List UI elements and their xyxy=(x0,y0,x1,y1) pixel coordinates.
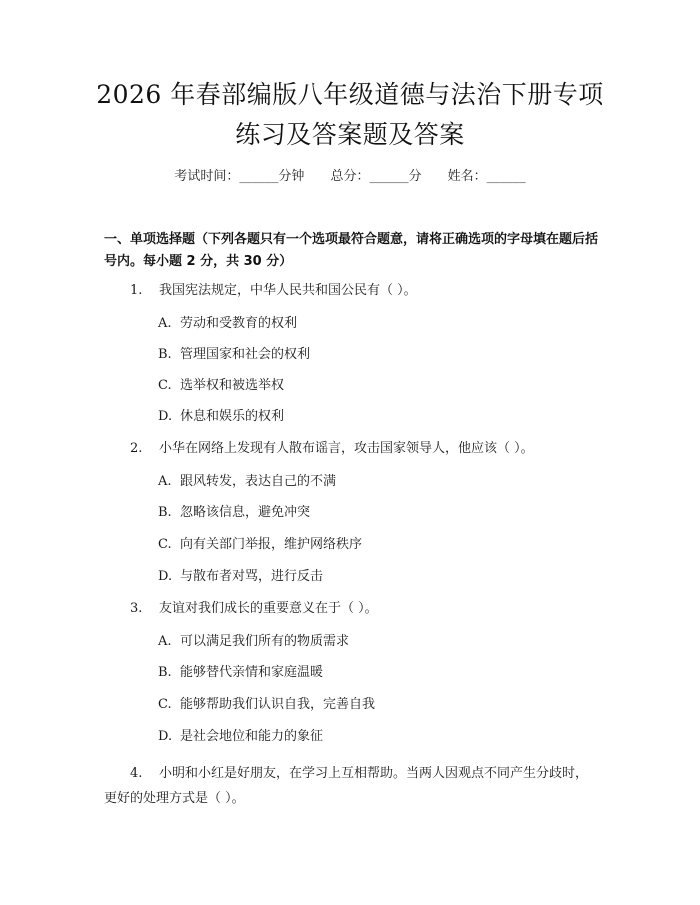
question-1-option-b xyxy=(158,345,598,365)
exam-name: 姓名：______ xyxy=(447,169,526,184)
question-2 xyxy=(130,439,610,459)
question-1-option-a xyxy=(158,314,598,334)
question-2-option-c xyxy=(158,535,598,555)
question-3-option-d xyxy=(158,727,598,747)
question-1-option-c xyxy=(158,376,598,396)
option-text: 能够替代亲情和家庭温暖 xyxy=(180,665,324,680)
option-letter: A. xyxy=(158,316,172,331)
question-2-option-a xyxy=(158,472,598,492)
question-3-option-b xyxy=(158,663,598,683)
option-text: 是社会地位和能力的象征 xyxy=(180,729,324,744)
option-letter: D. xyxy=(158,409,173,424)
question-3 xyxy=(130,599,610,619)
question-2-option-d xyxy=(158,567,598,587)
option-text: 选举权和被选举权 xyxy=(180,378,285,393)
option-text: 跟风转发，表达自己的不满 xyxy=(180,474,337,489)
option-letter: A. xyxy=(158,474,172,489)
question-number: 2. xyxy=(130,441,143,456)
question-text: 小华在网络上发现有人散布谣言，攻击国家领导人，他应该（ ）。 xyxy=(159,441,534,456)
page-title-line-2: 练习及答案题及答案 xyxy=(235,120,465,149)
section-header: 一、单项选择题（下列各题只有一个选项最符合题意，请将正确选项的字母填在题后括号内。每小题 2 分，共 30 分） xyxy=(104,232,599,269)
question-text: 友谊对我们成长的重要意义在于（ ）。 xyxy=(159,601,378,616)
option-text: 休息和娱乐的权利 xyxy=(180,409,285,424)
page-title-line-1: 2026 年春部编版八年级道德与法治下册专项 xyxy=(96,80,604,109)
option-text: 向有关部门举报，维护网络秩序 xyxy=(180,537,363,552)
option-letter: D. xyxy=(158,569,173,584)
option-letter: C. xyxy=(158,697,172,712)
option-letter: A. xyxy=(158,634,172,649)
option-text: 忽略该信息，避免冲突 xyxy=(180,505,311,520)
option-letter: B. xyxy=(158,505,172,520)
option-text: 与散布者对骂，进行反击 xyxy=(180,569,324,584)
exam-score: 总分：______分 xyxy=(330,169,422,184)
question-number: 4. xyxy=(130,766,143,781)
option-letter: D. xyxy=(158,729,173,744)
question-3-option-c xyxy=(158,695,598,715)
option-letter: C. xyxy=(158,537,172,552)
option-text: 能够帮助我们认识自我，完善自我 xyxy=(180,697,376,712)
option-letter: B. xyxy=(158,347,172,362)
exam-info xyxy=(0,167,700,187)
question-text: 我国宪法规定，中华人民共和国公民有（ ）。 xyxy=(159,283,417,298)
option-text: 管理国家和社会的权利 xyxy=(180,347,311,362)
question-number: 3. xyxy=(130,601,143,616)
exam-time: 考试时间：______分钟 xyxy=(174,169,305,184)
option-letter: B. xyxy=(158,665,172,680)
question-3-option-a xyxy=(158,632,598,652)
question-4 xyxy=(104,761,600,811)
question-1 xyxy=(130,281,610,301)
question-text: 小明和小红是好朋友，在学习上互相帮助。当两人因观点不同产生分歧时，更好的处理方式是（ ）。 xyxy=(104,766,589,806)
option-text: 可以满足我们所有的物质需求 xyxy=(180,634,350,649)
question-number: 1. xyxy=(130,283,143,298)
question-1-option-d xyxy=(158,407,598,427)
option-letter: C. xyxy=(158,378,172,393)
question-2-option-b xyxy=(158,503,598,523)
option-text: 劳动和受教育的权利 xyxy=(180,316,298,331)
